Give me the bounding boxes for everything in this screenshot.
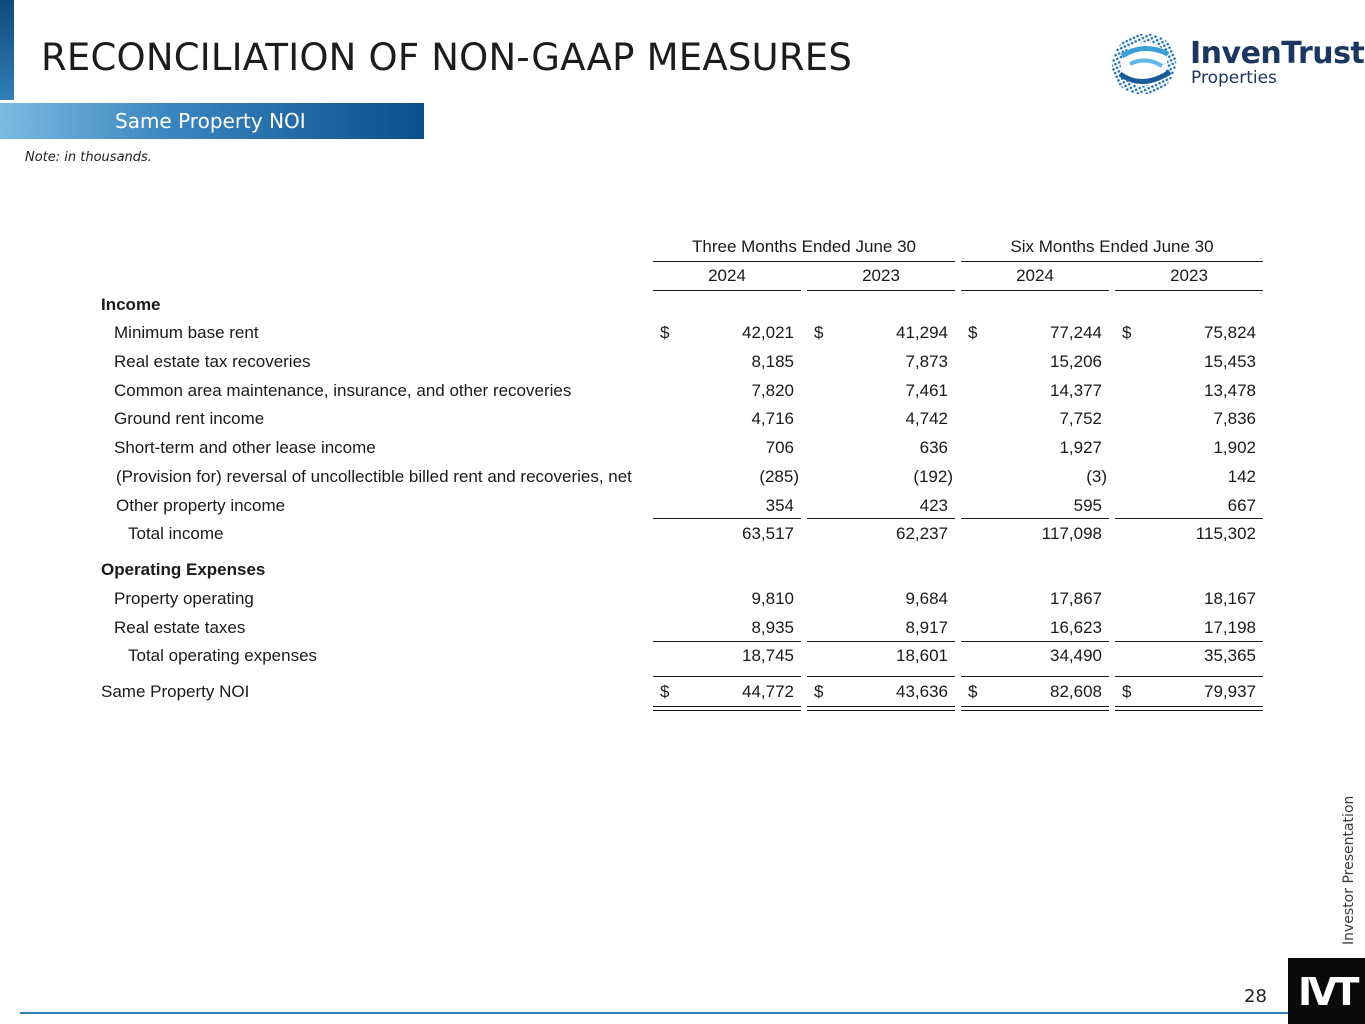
subtotal-rule	[653, 518, 801, 519]
income-row-value: 8,185	[751, 351, 794, 371]
subtotal-rule	[807, 641, 955, 642]
income-row-label: (Provision for) reversal of uncollectible billed rent and recoveries, net	[116, 467, 632, 486]
subtotal-rule	[1115, 518, 1263, 519]
total-expenses-value: 18,601	[896, 646, 948, 665]
double-underline	[653, 706, 801, 711]
income-row-value: 75,824	[1204, 323, 1256, 342]
section-expenses-heading: Operating Expenses	[101, 560, 266, 579]
income-row-label: Real estate tax recoveries	[114, 351, 311, 371]
year-header: 2023	[862, 266, 900, 285]
income-row-value: 7,873	[905, 351, 948, 371]
income-row-value: 667	[1227, 495, 1256, 515]
total-rule	[961, 676, 1109, 677]
page-title: RECONCILIATION OF NON-GAAP MEASURES	[41, 36, 853, 79]
income-row-value: 595	[1073, 495, 1102, 515]
income-row-value: 15,453	[1204, 351, 1256, 371]
income-row-value: (3)	[1086, 467, 1107, 486]
double-underline	[961, 706, 1109, 711]
expense-row-label: Real estate taxes	[114, 617, 246, 637]
income-row-value: 14,377	[1050, 380, 1102, 400]
income-row-label: Common area maintenance, insurance, and other recoveries	[114, 380, 572, 400]
year-rule	[1115, 290, 1263, 291]
income-row-value: 77,244	[1050, 323, 1102, 342]
total-expenses-value: 18,745	[742, 646, 794, 665]
currency-symbol: $	[1122, 323, 1132, 342]
year-rule	[961, 290, 1109, 291]
year-header: 2024	[1016, 266, 1054, 285]
income-row-value: (285)	[759, 467, 799, 486]
expense-row-label: Property operating	[114, 589, 254, 608]
total-expenses-value: 35,365	[1204, 646, 1256, 665]
expense-row-value: 17,198	[1204, 617, 1256, 637]
header-rule	[961, 261, 1263, 262]
expense-row-value: 17,867	[1050, 589, 1102, 608]
income-row-value: 423	[919, 495, 948, 515]
income-row-value: 13,478	[1204, 380, 1256, 400]
income-row-value: 142	[1227, 467, 1256, 486]
total-income-value: 115,302	[1195, 524, 1256, 543]
income-row-value: (192)	[913, 467, 953, 486]
total-income-label: Total income	[128, 524, 224, 543]
total-rule	[807, 676, 955, 677]
year-rule	[653, 290, 801, 291]
income-row-value: 41,294	[896, 323, 948, 342]
income-row-value: 7,752	[1059, 409, 1102, 429]
inventrust-logo	[1112, 34, 1365, 94]
year-header: 2024	[708, 266, 746, 285]
expense-row-value: 9,810	[751, 589, 794, 608]
logo-subname: Properties	[1191, 68, 1277, 88]
income-row-value: 706	[765, 438, 794, 458]
title-accent-bar	[0, 0, 14, 100]
logo-name: InvenTrust	[1190, 36, 1365, 71]
noi-row-value: 82,608	[1050, 682, 1102, 701]
currency-symbol: $	[968, 682, 978, 701]
total-income-value: 62,237	[896, 524, 948, 543]
income-row-value: 4,716	[751, 409, 794, 429]
page-subtitle: Same Property NOI	[115, 109, 306, 133]
subtotal-rule	[961, 641, 1109, 642]
income-row-value: 7,461	[905, 380, 948, 400]
total-expenses-label: Total operating expenses	[128, 646, 318, 665]
subtotal-rule	[1115, 641, 1263, 642]
income-row-value: 354	[765, 495, 794, 515]
income-row-value: 636	[919, 438, 948, 458]
income-row-value: 1,902	[1213, 438, 1256, 458]
group-header-six-months: Six Months Ended June 30	[1010, 237, 1214, 256]
income-row-value: 7,820	[751, 380, 794, 400]
income-row-label: Ground rent income	[114, 409, 265, 429]
year-header: 2023	[1170, 266, 1208, 285]
year-rule	[807, 290, 955, 291]
currency-symbol: $	[660, 323, 670, 342]
expense-row-value: 9,684	[905, 589, 948, 608]
noi-row-value: 79,937	[1204, 682, 1256, 701]
expense-row-value: 18,167	[1204, 589, 1256, 608]
subtotal-rule	[961, 518, 1109, 519]
total-income-value: 63,517	[742, 524, 794, 543]
side-caption: Investor Presentation	[1341, 795, 1357, 945]
income-row-value: 42,021	[742, 323, 794, 342]
currency-symbol: $	[814, 682, 824, 701]
total-income-value: 117,098	[1041, 524, 1102, 543]
page-number: 28	[1244, 986, 1267, 1007]
noi-label: Same Property NOI	[101, 682, 250, 701]
units-note: Note: in thousands.	[25, 150, 152, 165]
section-income-heading: Income	[101, 295, 161, 314]
income-row-label: Other property income	[116, 495, 286, 515]
expense-row-value: 8,935	[751, 617, 794, 637]
subtotal-rule	[653, 641, 801, 642]
double-underline	[807, 706, 955, 711]
total-rule	[1115, 676, 1263, 677]
corner-logo-text: IVT	[1298, 970, 1356, 1014]
income-row-value: 4,742	[905, 409, 948, 429]
income-row-value: 15,206	[1050, 351, 1102, 371]
income-row-value: 1,927	[1059, 438, 1102, 458]
currency-symbol: $	[660, 682, 670, 701]
corner-logo-mark	[1288, 958, 1365, 1024]
currency-symbol: $	[1122, 682, 1132, 701]
income-row-label: Short-term and other lease income	[114, 438, 376, 458]
total-rule	[653, 676, 801, 677]
noi-row-value: 44,772	[742, 682, 794, 701]
footer-divider	[20, 1012, 1290, 1014]
currency-symbol: $	[968, 323, 978, 342]
total-expenses-value: 34,490	[1050, 646, 1102, 665]
currency-symbol: $	[814, 323, 824, 342]
globe-logo-icon	[1112, 34, 1182, 94]
subtotal-rule	[807, 518, 955, 519]
income-row-value: 7,836	[1213, 409, 1256, 429]
double-underline	[1115, 706, 1263, 711]
expense-row-value: 16,623	[1050, 617, 1102, 637]
income-row-label: Minimum base rent	[114, 323, 259, 342]
header-rule	[653, 261, 955, 262]
expense-row-value: 8,917	[905, 617, 948, 637]
group-header-three-months: Three Months Ended June 30	[692, 237, 916, 256]
noi-row-value: 43,636	[896, 682, 948, 701]
